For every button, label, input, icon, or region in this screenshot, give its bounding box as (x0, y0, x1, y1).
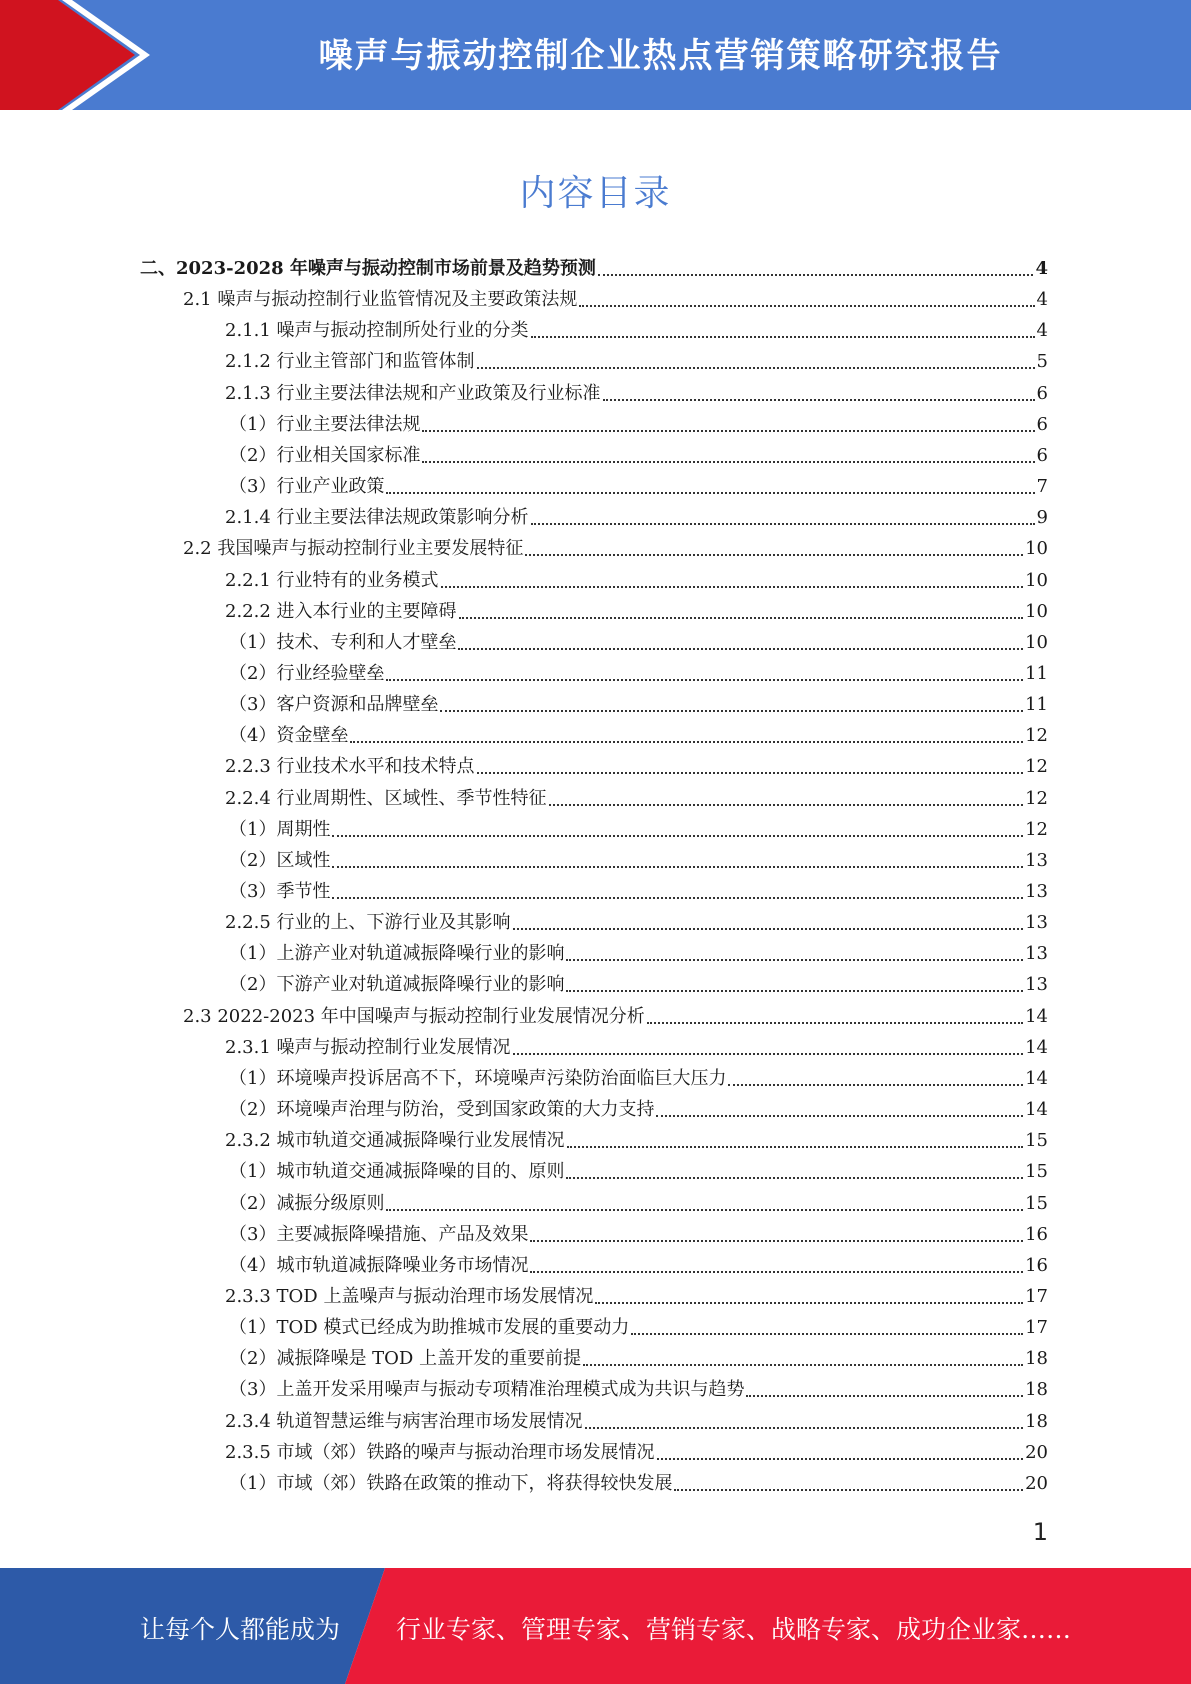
toc-entry-label: 2.1.4 行业主要法律法规政策影响分析 (225, 507, 529, 528)
toc-dot-leader (386, 492, 1034, 494)
toc-dot-leader (386, 1209, 1023, 1211)
toc-entry-label: 2.2.2 进入本行业的主要障碍 (225, 601, 457, 622)
toc-entry[interactable] (229, 939, 1048, 969)
toc-entry-page: 14 (1025, 1006, 1048, 1027)
toc-entry-label: 2.3.1 噪声与振动控制行业发展情况 (225, 1037, 511, 1058)
toc-dot-leader (647, 1022, 1023, 1024)
toc-entry[interactable] (183, 285, 1048, 315)
toc-entry-page: 13 (1025, 974, 1048, 995)
toc-entry-page: 4 (1036, 289, 1048, 310)
toc-entry[interactable] (225, 1126, 1048, 1156)
toc-dot-leader (458, 648, 1023, 650)
toc-entry-page: 18 (1025, 1348, 1048, 1369)
toc-entry-label: （2）减振分级原则 (229, 1193, 385, 1214)
toc-entry[interactable] (225, 908, 1048, 938)
toc-entry-page: 14 (1025, 1037, 1048, 1058)
toc-entry-label: （2）行业相关国家标准 (229, 445, 421, 466)
toc-entry-page: 5 (1036, 351, 1048, 372)
toc-dot-leader (441, 586, 1024, 588)
toc-entry[interactable] (229, 970, 1048, 1000)
toc-dot-leader (422, 430, 1034, 432)
toc-entry-label: （1）环境噪声投诉居高不下，环境噪声污染防治面临巨大压力 (229, 1068, 727, 1089)
toc-dot-leader (603, 399, 1035, 401)
toc-dot-leader (598, 274, 1034, 276)
toc-dot-leader (477, 772, 1024, 774)
toc-entry[interactable] (229, 1220, 1048, 1250)
toc-entry-label: （4）城市轨道减振降噪业务市场情况 (229, 1255, 529, 1276)
toc-entry-label: （1）TOD 模式已经成为助推城市发展的重要动力 (229, 1317, 630, 1338)
toc-entry-page: 6 (1036, 414, 1048, 435)
toc-entry-page: 10 (1025, 570, 1048, 591)
toc-entry-label: （1）行业主要法律法规 (229, 414, 421, 435)
toc-entry-page: 15 (1025, 1161, 1048, 1182)
toc-entry-label: 2.1.2 行业主管部门和监管体制 (225, 351, 475, 372)
toc-entry-page: 12 (1025, 788, 1048, 809)
toc-entry-label: （3）季节性 (229, 881, 331, 902)
toc-dot-leader (728, 1084, 1023, 1086)
toc-entry-page: 18 (1025, 1411, 1048, 1432)
toc-entry-page: 10 (1025, 601, 1048, 622)
toc-entry-label: 2.2.3 行业技术水平和技术特点 (225, 756, 475, 777)
toc-entry[interactable] (225, 597, 1048, 627)
toc-entry-label: 2.3.4 轨道智慧运维与病害治理市场发展情况 (225, 1411, 583, 1432)
footer-banner (0, 1568, 1191, 1684)
toc-entry-page: 15 (1025, 1130, 1048, 1151)
toc-entry[interactable] (225, 1407, 1048, 1437)
toc-entry[interactable] (183, 534, 1048, 564)
footer-slogan-right: 行业专家、管理专家、营销专家、战略专家、成功企业家…… (396, 1615, 1072, 1644)
toc-entry-label: 2.2 我国噪声与振动控制行业主要发展特征 (183, 538, 524, 559)
toc-entry-page: 13 (1025, 943, 1048, 964)
toc-entry[interactable] (225, 784, 1048, 814)
toc-entry[interactable] (229, 721, 1048, 751)
toc-entry-page: 13 (1025, 912, 1048, 933)
toc-dot-leader (595, 1302, 1023, 1304)
toc-entry-label: （3）主要减振降噪措施、产品及效果 (229, 1224, 529, 1245)
toc-entry-label: 2.2.4 行业周期性、区域性、季节性特征 (225, 788, 547, 809)
report-title: 噪声与振动控制企业热点营销策略研究报告 (318, 36, 1003, 76)
toc-entry-label: （4）资金壁垒 (229, 725, 349, 746)
toc-entry-label: 二、2023-2028 年噪声与振动控制市场前景及趋势预测 (140, 258, 596, 279)
toc-entry-page: 16 (1025, 1224, 1048, 1245)
toc-entry-page: 16 (1025, 1255, 1048, 1276)
toc-entry[interactable] (229, 628, 1048, 658)
toc-entry-page: 9 (1036, 507, 1048, 528)
toc-dot-leader (525, 554, 1023, 556)
toc-entry-page: 4 (1035, 258, 1048, 279)
toc-entry[interactable] (229, 1469, 1048, 1499)
toc-entry[interactable] (225, 1282, 1048, 1312)
toc-dot-leader (585, 1427, 1024, 1429)
toc-entry-page: 4 (1036, 320, 1048, 341)
toc-entry-page: 6 (1036, 445, 1048, 466)
toc-entry-label: （2）行业经验壁垒 (229, 663, 385, 684)
toc-entry-page: 14 (1025, 1099, 1048, 1120)
page-number: 1 (1032, 1518, 1048, 1546)
toc-entry-page: 12 (1025, 756, 1048, 777)
toc-entry-label: （1）上游产业对轨道减振降噪行业的影响 (229, 943, 565, 964)
toc-entry-page: 10 (1025, 632, 1048, 653)
toc-entry-page: 18 (1025, 1379, 1048, 1400)
toc-entry-page: 13 (1025, 850, 1048, 871)
toc-dot-leader (422, 461, 1034, 463)
toc-dot-leader (332, 835, 1023, 837)
toc-dot-leader (567, 1146, 1024, 1148)
toc-entry-page: 20 (1025, 1473, 1048, 1494)
toc-entry[interactable] (229, 690, 1048, 720)
toc-dot-leader (440, 710, 1023, 712)
toc-dot-leader (746, 1395, 1023, 1397)
header-banner (0, 0, 1191, 110)
toc-entry-page: 11 (1025, 663, 1048, 684)
toc-entry[interactable] (229, 846, 1048, 876)
toc-entry-page: 20 (1025, 1442, 1048, 1463)
toc-entry[interactable] (225, 316, 1048, 346)
toc-dot-leader (566, 959, 1023, 961)
toc-entry-page: 12 (1025, 725, 1048, 746)
toc-entry[interactable] (229, 1095, 1048, 1125)
toc-dot-leader (631, 1333, 1023, 1335)
toc-entry[interactable] (225, 752, 1048, 782)
toc-entry-label: （2）减振降噪是 TOD 上盖开发的重要前提 (229, 1348, 582, 1369)
toc-entry[interactable] (229, 1064, 1048, 1094)
toc-dot-leader (513, 928, 1024, 930)
toc-entry-page: 15 (1025, 1193, 1048, 1214)
toc-entry-label: （2）区域性 (229, 850, 331, 871)
toc-entry[interactable] (225, 503, 1048, 533)
toc-dot-leader (531, 523, 1035, 525)
toc-dot-leader (350, 741, 1023, 743)
toc-heading: 内容目录 (519, 173, 672, 214)
toc-entry[interactable] (229, 1313, 1048, 1343)
toc-entry[interactable] (229, 1157, 1048, 1187)
toc-dot-leader (579, 305, 1034, 307)
toc-dot-leader (530, 1240, 1023, 1242)
toc-entry[interactable] (225, 566, 1048, 596)
toc-entry-label: （1）市域（郊）铁路在政策的推动下，将获得较快发展 (229, 1473, 673, 1494)
toc-entry-label: （2）环境噪声治理与防治，受到国家政策的大力支持 (229, 1099, 655, 1120)
toc-entry-page: 7 (1036, 476, 1048, 497)
toc-entry-label: （3）行业产业政策 (229, 476, 385, 497)
toc-entry-page: 13 (1025, 881, 1048, 902)
footer-slogan-left: 让每个人都能成为 (140, 1615, 341, 1644)
toc-entry[interactable] (183, 1002, 1048, 1032)
toc-entry-label: 2.1.1 噪声与振动控制所处行业的分类 (225, 320, 529, 341)
toc-entry-label: 2.2.1 行业特有的业务模式 (225, 570, 439, 591)
toc-entry[interactable] (229, 410, 1048, 440)
toc-entry-page: 6 (1036, 383, 1048, 404)
toc-entry-page: 14 (1025, 1068, 1048, 1089)
toc-entry[interactable] (229, 1344, 1048, 1374)
toc-entry[interactable] (140, 254, 1048, 284)
toc-entry-label: 2.3.3 TOD 上盖噪声与振动治理市场发展情况 (225, 1286, 594, 1307)
toc-entry-label: （1）城市轨道交通减振降噪的目的、原则 (229, 1161, 565, 1182)
toc-entry-label: 2.2.5 行业的上、下游行业及其影响 (225, 912, 511, 933)
toc-entry[interactable] (229, 659, 1048, 689)
toc-entry-label: （3）上盖开发采用噪声与振动专项精准治理模式成为共识与趋势 (229, 1379, 745, 1400)
toc-entry-label: （1）技术、专利和人才壁垒 (229, 632, 457, 653)
toc-dot-leader (459, 617, 1024, 619)
toc-entry-label: 2.1 噪声与振动控制行业监管情况及主要政策法规 (183, 289, 578, 310)
toc-dot-leader (386, 679, 1023, 681)
toc-dot-leader (332, 897, 1023, 899)
toc-dot-leader (332, 866, 1023, 868)
toc-dot-leader (566, 1177, 1023, 1179)
toc-entry[interactable] (229, 1375, 1048, 1405)
toc-entry[interactable] (229, 472, 1048, 502)
toc-dot-leader (674, 1489, 1023, 1491)
toc-entry[interactable] (229, 877, 1048, 907)
toc-entry-page: 12 (1025, 819, 1048, 840)
toc-entry-label: 2.3.5 市域（郊）铁路的噪声与振动治理市场发展情况 (225, 1442, 655, 1463)
toc-entry-label: （3）客户资源和品牌壁垒 (229, 694, 439, 715)
toc-entry-page: 10 (1025, 538, 1048, 559)
toc-dot-leader (549, 804, 1024, 806)
toc-entry-page: 17 (1025, 1317, 1048, 1338)
toc-dot-leader (583, 1364, 1023, 1366)
toc-dot-leader (513, 1053, 1024, 1055)
toc-entry-page: 11 (1025, 694, 1048, 715)
toc-entry[interactable] (225, 1033, 1048, 1063)
toc-dot-leader (657, 1458, 1024, 1460)
toc-entry-page: 17 (1025, 1286, 1048, 1307)
toc-dot-leader (656, 1115, 1023, 1117)
toc-entry[interactable] (225, 1438, 1048, 1468)
toc-dot-leader (566, 990, 1023, 992)
toc-entry[interactable] (229, 1189, 1048, 1219)
toc-entry[interactable] (229, 815, 1048, 845)
toc-dot-leader (477, 367, 1035, 369)
toc-entry[interactable] (225, 347, 1048, 377)
toc-dot-leader (531, 336, 1035, 338)
toc-entry[interactable] (225, 379, 1048, 409)
toc-entry-label: 2.3 2022-2023 年中国噪声与振动控制行业发展情况分析 (183, 1006, 645, 1027)
toc-entry[interactable] (229, 441, 1048, 471)
toc-entry[interactable] (229, 1251, 1048, 1281)
toc-dot-leader (530, 1271, 1023, 1273)
toc-entry-label: 2.1.3 行业主要法律法规和产业政策及行业标准 (225, 383, 601, 404)
toc-entry-label: （1）周期性 (229, 819, 331, 840)
toc-entry-label: （2）下游产业对轨道减振降噪行业的影响 (229, 974, 565, 995)
toc-entry-label: 2.3.2 城市轨道交通减振降噪行业发展情况 (225, 1130, 565, 1151)
